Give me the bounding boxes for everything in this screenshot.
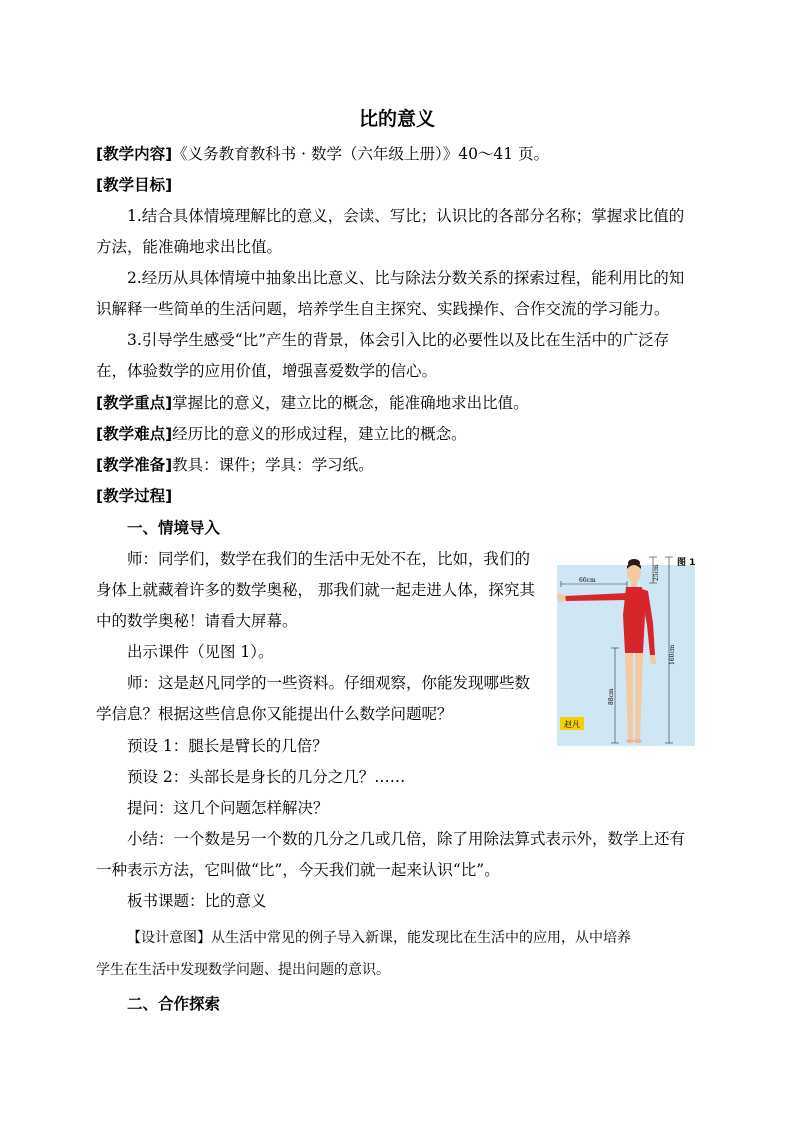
process-label: [教学过程] [96, 487, 173, 505]
goal-2-line-2: 识解释一些简单的生活问题，培养学生自主探究、实践操作、合作交流的学习能力。 [96, 300, 670, 318]
leg-length-label: 88cm [608, 688, 615, 705]
design-note-line-2: 学生在生活中发现数学问题、提出问题的意识。 [96, 962, 390, 978]
difficulty-text: 经历比的意义的形成过程，建立比的概念。 [172, 425, 467, 443]
content-line [96, 144, 549, 164]
process-p1-line-2: 身体上就藏着许多的数学奥秘， 那我们就一起走进人体，探究其 [96, 581, 535, 599]
prep-text: 教具：课件；学具：学习纸。 [172, 456, 374, 474]
process-p8: 板书课题：比的意义 [127, 892, 267, 910]
process-p3-line-2: 学信息？根据这些信息你又能提出什么数学问题呢？ [96, 705, 453, 723]
prep-line [96, 455, 374, 475]
difficulty-label: [教学难点] [96, 425, 173, 443]
process-p3-line-1: 师：这是赵凡同学的一些资料。仔细观察，你能发现哪些数 [127, 674, 531, 692]
goals-label: [教学目标] [96, 176, 173, 194]
height-label: 160cm [669, 644, 676, 665]
goal-1-line-1: 1.结合具体情境理解比的意义，会读、写比；认识比的各部分名称；掌握求比值的 [127, 207, 685, 225]
key-point-text: 掌握比的意义，建立比的概念，能准确地求出比值。 [172, 394, 529, 412]
process-p7-line-1: 小结：一个数是另一个数的几分之几或几倍，除了用除法算式表示外，数学上还有 [127, 830, 686, 848]
head-length-label: 25cm [653, 564, 660, 581]
process-p7-line-2: 一种表示方法，它叫做“比”，今天我们就一起来认识“比”。 [96, 861, 500, 879]
difficulty-line [96, 424, 467, 444]
process-p4: 预设 1：腿长是臂长的几倍？ [127, 737, 328, 755]
process-p1-line-1: 师：同学们，数学在我们的生活中无处不在，比如，我们的 [127, 550, 531, 568]
prep-label: [教学准备] [96, 456, 173, 474]
figure-caption: 图 1 [677, 558, 695, 568]
content-text: 《义务教育教科书 · 数学（六年级上册）》40～41 页。 [172, 145, 550, 163]
content-label: [教学内容] [96, 145, 173, 163]
goal-3-line-1: 3.引导学生感受“比”产生的背景，体会引入比的必要性以及比在生活中的广泛存 [127, 331, 670, 349]
goal-3-line-2: 在，体验数学的应用价值，增强喜爱数学的信心。 [96, 362, 438, 380]
process-p5: 预设 2：头部长是身长的几分之几？…… [127, 768, 406, 786]
process-p6: 提问：这几个问题怎样解决？ [127, 799, 329, 817]
section-2-heading: 二、合作探索 [127, 995, 221, 1013]
process-p1-line-3: 中的数学奥秘！请看大屏幕。 [96, 612, 298, 630]
arm-length-label: 66cm [579, 577, 596, 584]
process-p2: 出示课件（见图 1）。 [127, 643, 274, 661]
section-1-heading: 一、情境导入 [127, 519, 221, 537]
key-point-line [96, 393, 529, 413]
figure-1 [557, 553, 695, 746]
key-point-label: [教学重点] [96, 394, 173, 412]
name-tag-text: 赵凡 [564, 720, 580, 729]
design-note-line-1: 【设计意图】从生活中常见的例子导入新课，能发现比在生活中的应用，从中培养 [127, 930, 631, 946]
goal-2-line-1: 2.经历从具体情境中抽象出比意义、比与除法分数关系的探索过程，能利用比的知 [127, 269, 685, 287]
page-title: 比的意义 [358, 108, 435, 130]
goal-1-line-2: 方法，能准确地求出比值。 [96, 238, 283, 256]
